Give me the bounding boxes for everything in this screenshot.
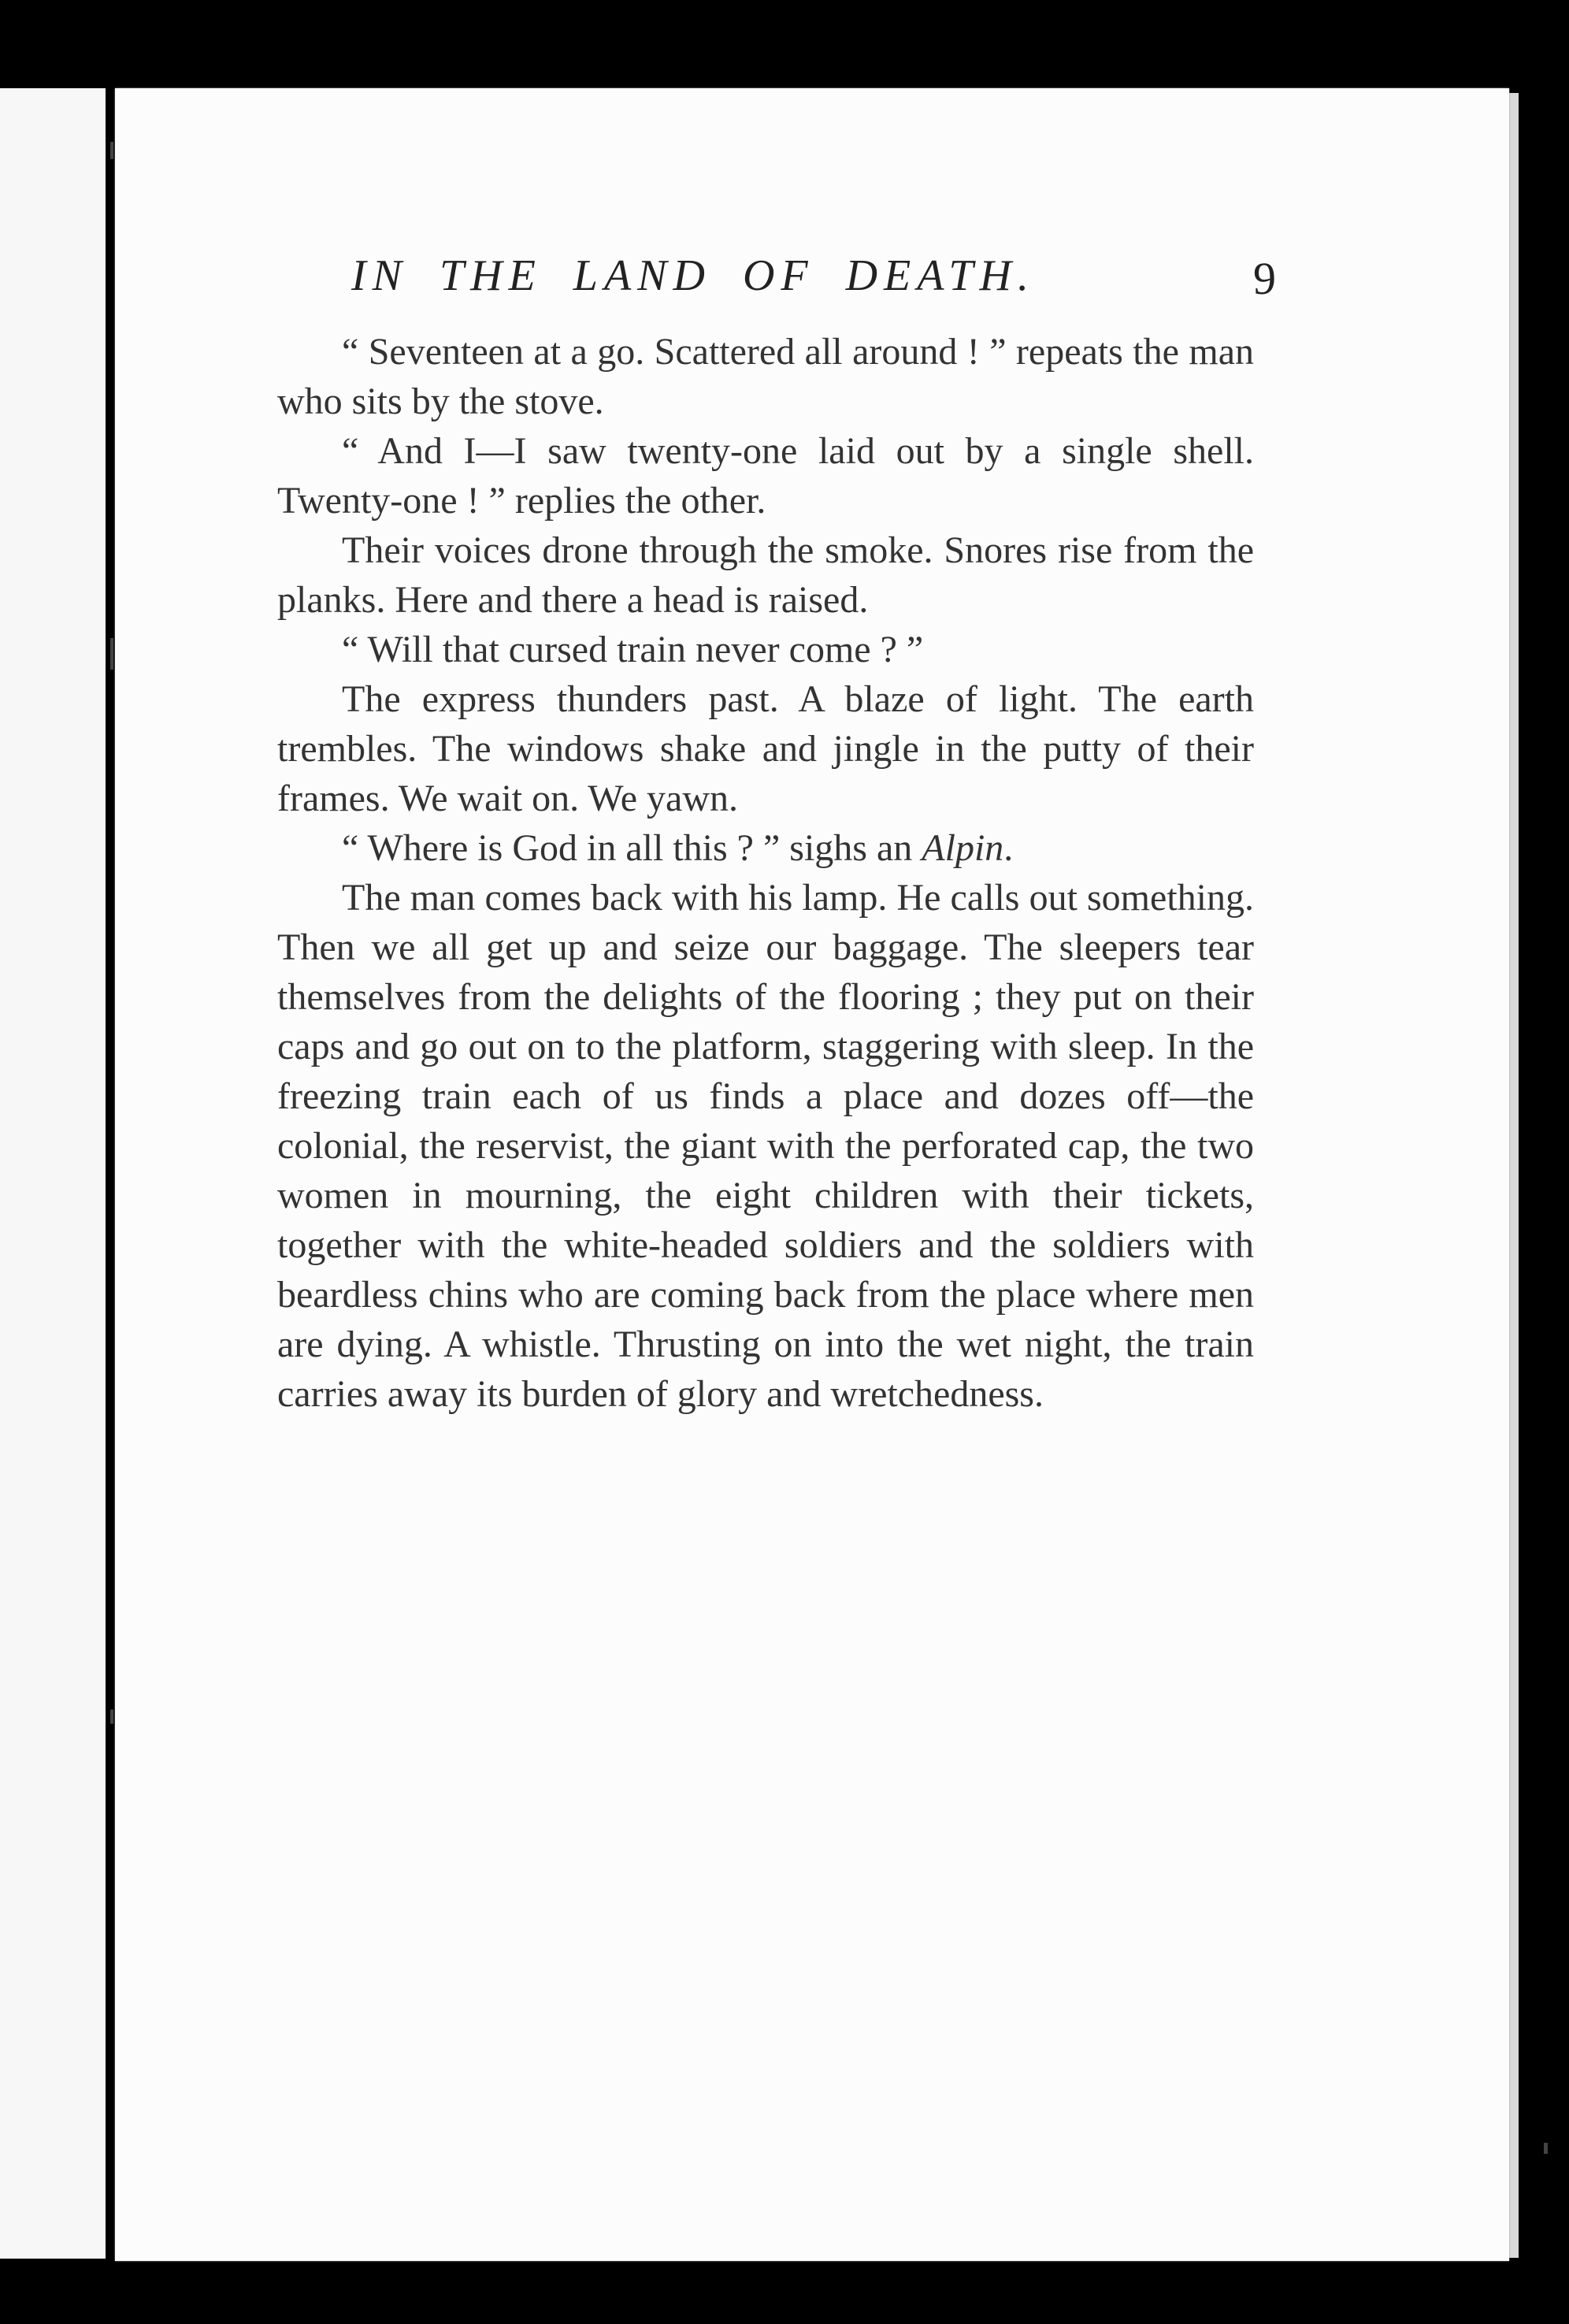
running-title: IN THE LAND OF DEATH.: [351, 251, 1035, 300]
paragraph-text: .: [1003, 827, 1014, 869]
paragraph: “ Seventeen at a go. Scattered all around ! ” repeats the man who sits by the stove.: [277, 331, 1254, 422]
italic-word: Alpin: [922, 827, 1004, 869]
paragraph: Their voices drone through the smoke. Snores rise from the planks. Here and there a head is raised.: [277, 529, 1254, 621]
scan-speck: [110, 638, 113, 670]
scan-speck: [110, 1710, 113, 1724]
paragraph-text: “ Where is God in all this ? ” sighs an: [342, 827, 922, 869]
paragraph: “ And I—I saw twenty-one laid out by a single shell. Twenty-one ! ” replies the other.: [277, 430, 1254, 522]
facing-page-edge: [0, 88, 106, 2259]
paragraph: The express thunders past. A blaze of light. The earth trembles. The windows shake and jingle in the putty of their frames. We wait on. We yawn.: [277, 678, 1254, 819]
scan-speck: [1544, 2143, 1548, 2154]
scan-speck: [110, 142, 113, 159]
body-text: [277, 327, 1254, 1419]
paragraph: The man comes back with his lamp. He calls out something. Then we all get up and seize our baggage. The sleepers tear themselves from the delights of the flooring ; they put on their caps and go out on to the platform, staggering with sleep. In the freezing train each of us finds a place and dozes off—the colonial, the reservist, the giant with the perforated cap, the two women in mourning, the eight children with their tickets, together with the white-headed soldiers and the soldiers with beardless chins who are coming back from the place where men are dying. A whistle. Thrusting on into the wet night, the train carries away its burden of glory and wretchedness.: [277, 877, 1254, 1415]
paragraph: [277, 823, 1254, 873]
paragraph: “ Will that cursed train never come ? ”: [342, 629, 924, 670]
page-number: 9: [1253, 253, 1276, 304]
page-edge-shadow: [1509, 93, 1519, 2258]
